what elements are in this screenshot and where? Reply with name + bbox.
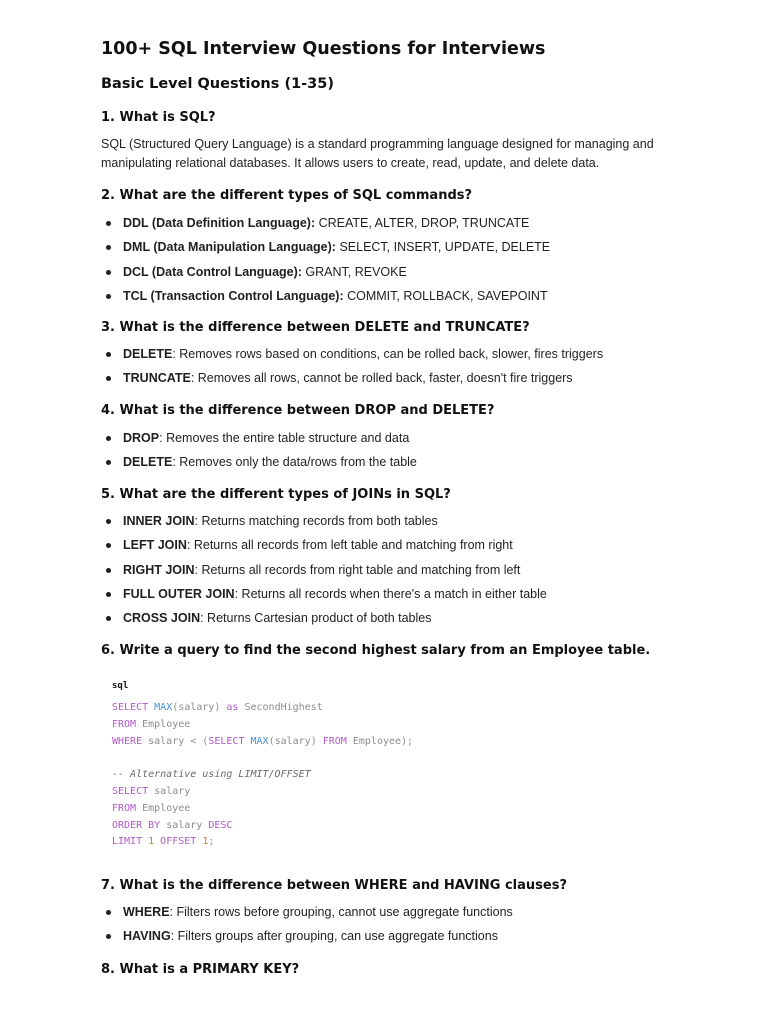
question-5-heading: 5. What are the different types of JOINs in SQL? — [101, 487, 451, 502]
list-item-term: LEFT JOIN — [123, 538, 187, 553]
code-token: ; — [208, 836, 215, 848]
list-item — [101, 904, 661, 928]
list-item-term: TCL (Transaction Control Language): — [123, 288, 344, 303]
list-item-desc: : Returns all records from left table and matching from right — [186, 538, 513, 553]
question-2-list — [101, 215, 661, 312]
code-token: MAX — [154, 702, 173, 713]
code-line — [112, 734, 413, 751]
question-5-list — [101, 513, 661, 634]
list-item-term: TRUNCATE — [123, 371, 191, 386]
bullet-icon — [106, 934, 111, 939]
list-item-desc: CREATE, ALTER, DROP, TRUNCATE — [315, 216, 530, 230]
code-token: 1 — [148, 836, 161, 848]
list-item — [101, 562, 661, 586]
list-item-term: DELETE — [123, 347, 173, 361]
bullet-icon — [106, 352, 111, 357]
question-7-list — [101, 904, 661, 953]
code-token: Employee — [142, 802, 191, 814]
code-token: (salary) — [172, 702, 227, 713]
question-7-heading: 7. What is the difference between WHERE and HAVING clauses? — [101, 878, 567, 893]
bullet-icon — [106, 270, 111, 275]
code-language-label: sql — [112, 681, 129, 691]
question-2-heading: 2. What are the different types of SQL commands? — [101, 188, 473, 203]
list-item-desc: : Removes the entire table structure and data — [159, 431, 410, 445]
bullet-icon — [106, 616, 111, 621]
code-token: WHERE — [112, 735, 149, 747]
code-line — [112, 834, 413, 851]
bullet-icon — [106, 245, 111, 250]
code-token: Employee); — [352, 735, 414, 747]
list-item-term: HAVING — [123, 929, 171, 944]
code-token: 1 — [202, 836, 209, 848]
page-title: 100+ SQL Interview Questions for Interviews — [101, 39, 546, 59]
list-item-term: DCL (Data Control Language): — [123, 264, 302, 279]
list-item-desc: : Removes only the data/rows from the table — [172, 455, 417, 470]
list-item — [101, 264, 661, 288]
list-item — [101, 513, 661, 537]
list-item-desc: SELECT, INSERT, UPDATE, DELETE — [335, 240, 551, 255]
code-token: FROM — [112, 718, 143, 730]
bullet-icon — [106, 221, 111, 226]
bullet-icon — [106, 376, 111, 381]
list-item-term: DML (Data Manipulation Language): — [123, 240, 336, 255]
code-token: LIMIT — [112, 836, 149, 848]
code-line — [112, 818, 413, 835]
bullet-icon — [106, 294, 111, 299]
bullet-icon — [106, 519, 111, 524]
code-line — [112, 750, 413, 767]
question-8-heading: 8. What is a PRIMARY KEY? — [101, 962, 300, 977]
list-item — [101, 430, 661, 454]
question-4-heading: 4. What is the difference between DROP and DELETE? — [101, 403, 495, 418]
code-token: Employee — [142, 718, 191, 730]
list-item — [101, 288, 661, 312]
list-item-desc: : Returns Cartesian product of both tables — [200, 611, 432, 626]
list-item-term: DROP — [123, 431, 160, 445]
bullet-icon — [106, 460, 111, 465]
code-line — [112, 717, 413, 734]
code-token: SecondHighest — [244, 702, 323, 713]
list-item — [101, 454, 661, 478]
code-token: (salary) — [268, 735, 323, 747]
code-line — [112, 700, 413, 717]
code-token: FROM — [112, 802, 143, 814]
list-item-desc: : Removes all rows, cannot be rolled back, faster, doesn't fire triggers — [190, 371, 573, 386]
list-item-desc: GRANT, REVOKE — [301, 264, 407, 279]
list-item-desc: : Returns all records from right table and matching from left — [194, 562, 521, 577]
question-6-heading: 6. Write a query to find the second highest salary from an Employee table. — [101, 643, 651, 658]
list-item-term: INNER JOIN — [123, 514, 195, 528]
list-item — [101, 215, 661, 239]
code-line — [112, 801, 413, 818]
list-item-desc: : Removes rows based on conditions, can be rolled back, slower, fires triggers — [172, 347, 604, 361]
code-token: -- Alternative using LIMIT/OFFSET — [112, 769, 311, 781]
bullet-icon — [106, 568, 111, 573]
list-item-term: DELETE — [123, 455, 173, 470]
code-token: salary — [166, 819, 209, 831]
code-token: SELECT — [208, 735, 251, 747]
list-item — [101, 346, 661, 370]
code-token: MAX — [250, 735, 269, 747]
code-token: as — [226, 702, 245, 713]
code-token: FROM — [322, 735, 353, 747]
question-1-heading: 1. What is SQL? — [101, 110, 216, 125]
list-item — [101, 586, 661, 610]
list-item-desc: : Filters rows before grouping, cannot use aggregate functions — [169, 905, 513, 919]
question-3-heading: 3. What is the difference between DELETE and TRUNCATE? — [101, 320, 530, 335]
question-4-list — [101, 430, 661, 479]
code-line — [112, 784, 413, 801]
list-item-term: DDL (Data Definition Language): — [123, 216, 316, 230]
code-token: SELECT — [112, 702, 155, 713]
list-item-term: RIGHT JOIN — [123, 562, 195, 577]
list-item — [101, 370, 661, 394]
list-item — [101, 239, 661, 263]
question-3-list — [101, 346, 661, 395]
bullet-icon — [106, 436, 111, 441]
bullet-icon — [106, 592, 111, 597]
code-token: salary — [154, 785, 191, 797]
list-item-desc: COMMIT, ROLLBACK, SAVEPOINT — [343, 288, 548, 303]
code-token: ORDER BY — [112, 819, 167, 831]
list-item — [101, 537, 661, 561]
list-item — [101, 928, 661, 952]
list-item-term: WHERE — [123, 905, 170, 919]
code-token: SELECT — [112, 785, 155, 797]
list-item-desc: : Filters groups after grouping, can use aggregate functions — [170, 929, 498, 944]
list-item-term: FULL OUTER JOIN — [123, 586, 235, 601]
code-token: DESC — [208, 819, 233, 831]
list-item-desc: : Returns all records when there's a match in either table — [234, 586, 547, 601]
code-line — [112, 767, 413, 784]
bullet-icon — [106, 543, 111, 548]
section-heading: Basic Level Questions (1-35) — [101, 76, 334, 92]
code-lines — [112, 700, 413, 851]
code-token: OFFSET — [160, 836, 203, 848]
list-item-term: CROSS JOIN — [123, 611, 201, 626]
list-item-desc: : Returns matching records from both tables — [194, 514, 438, 528]
list-item — [101, 610, 661, 634]
question-1-answer: SQL (Structured Query Language) is a standard programming language designed for managing and manipulating relational databases. It allows users to create, read, update, and delete data. — [101, 137, 654, 170]
code-token: salary < ( — [148, 735, 209, 747]
bullet-icon — [106, 910, 111, 915]
